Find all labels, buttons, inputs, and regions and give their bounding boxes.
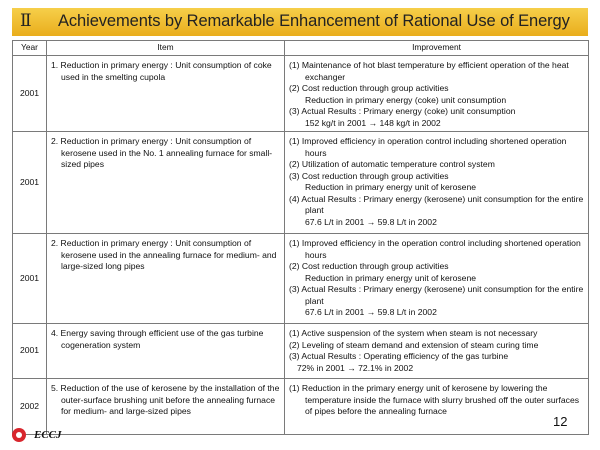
cell-item <box>47 324 285 379</box>
improvement-line: 152 kg/t in 2001 → 148 kg/t in 2002 <box>305 117 441 128</box>
cell-year: 2001 <box>13 324 47 379</box>
cell-year: 2001 <box>13 56 47 132</box>
table-row <box>13 234 589 324</box>
cell-item <box>47 234 285 324</box>
cell-improvement <box>285 56 589 132</box>
improvement-line: (3) Actual Results : Primary energy (kerosene) unit consumption for the entire plant <box>289 284 584 306</box>
improvement-line: Reduction in primary energy unit of kerosene <box>305 182 477 192</box>
improvement-line: (3) Cost reduction through group activities <box>289 170 449 181</box>
improvement-line: (2) Leveling of steam demand and extension of steam curing time <box>289 339 539 350</box>
table-row <box>13 324 589 379</box>
improvement-line: 67.6 L/t in 2001 → 59.8 L/t in 2002 <box>305 307 437 317</box>
improvement-line: 72% in 2001 → 72.1% in 2002 <box>297 362 414 373</box>
cell-improvement <box>285 379 589 435</box>
cell-year: 2001 <box>13 132 47 234</box>
improvement-line: (2) Cost reduction through group activities <box>289 83 449 93</box>
table-header-row <box>13 41 589 56</box>
item-text: 1. Reduction in primary energy : Unit consumption of coke used in the smelting cupola <box>51 60 272 82</box>
cell-item <box>47 56 285 132</box>
logo-text: ECCJ <box>34 429 62 441</box>
page-number: 12 <box>553 414 568 429</box>
improvement-line: (2) Utilization of automatic temperature control system <box>289 159 495 169</box>
improvement-line: Reduction in primary energy (coke) unit consumption <box>305 94 507 105</box>
achievements-table <box>12 40 589 435</box>
cell-improvement <box>285 234 589 324</box>
improvement-line: (1) Reduction in the primary energy unit of kerosene by lowering the temperature inside the furnace with slurry brushed off the outer surfaces of pipes before the annealing furnace <box>289 383 580 416</box>
table-row <box>13 379 589 435</box>
improvement-line: (1) Improved efficiency in operation control including shortened operation hours <box>289 136 567 158</box>
improvement-line: (2) Cost reduction through group activities <box>289 261 449 271</box>
cell-year: 2002 <box>13 379 47 435</box>
header-item: Item <box>47 41 285 56</box>
title-bar <box>12 8 588 36</box>
cell-item <box>47 379 285 435</box>
header-improvement: Improvement <box>285 41 589 56</box>
cell-item <box>47 132 285 234</box>
cell-improvement <box>285 324 589 379</box>
item-text: 2. Reduction in primary energy : Unit consumption of kerosene used in the No. 1 annealing furnace for small-sized pipes <box>51 136 273 169</box>
logo-circle-icon <box>12 428 26 442</box>
table-row <box>13 56 589 132</box>
cell-year: 2001 <box>13 234 47 324</box>
eccj-logo <box>12 428 92 446</box>
title-numeral: Ⅱ <box>20 11 32 31</box>
item-text: 4. Energy saving through efficient use of the gas turbine cogeneration system <box>51 328 264 350</box>
cell-improvement <box>285 132 589 234</box>
item-text: 5. Reduction of the use of kerosene by the installation of the outer-surface brushing unit before the annealing furnace for medium- and large-sized pipes <box>51 383 280 416</box>
improvement-line: (1) Improved efficiency in the operation control including shortened operation hours <box>289 238 581 260</box>
improvement-line: (4) Actual Results : Primary energy (kerosene) unit consumption for the entire plant <box>289 193 584 215</box>
improvement-line: 67.6 L/t in 2001 → 59.8 L/t in 2002 <box>305 216 437 227</box>
improvement-line: (3) Actual Results : Primary energy (coke) unit consumption <box>289 106 516 116</box>
improvement-line: Reduction in primary energy unit of kerosene <box>305 272 477 283</box>
page-title: Achievements by Remarkable Enhancement of Rational Use of Energy <box>58 12 570 30</box>
improvement-line: (3) Actual Results : Operating efficiency of the gas turbine <box>289 351 509 361</box>
improvement-line: (1) Maintenance of hot blast temperature by efficient operation of the heat exchanger <box>289 60 569 82</box>
header-year: Year <box>13 41 47 56</box>
item-text: 2. Reduction in primary energy : Unit consumption of kerosene used in the annealing furnace for medium- and large-sized long pipes <box>51 238 277 271</box>
table-row <box>13 132 589 234</box>
improvement-line: (1) Active suspension of the system when steam is not necessary <box>289 328 538 338</box>
